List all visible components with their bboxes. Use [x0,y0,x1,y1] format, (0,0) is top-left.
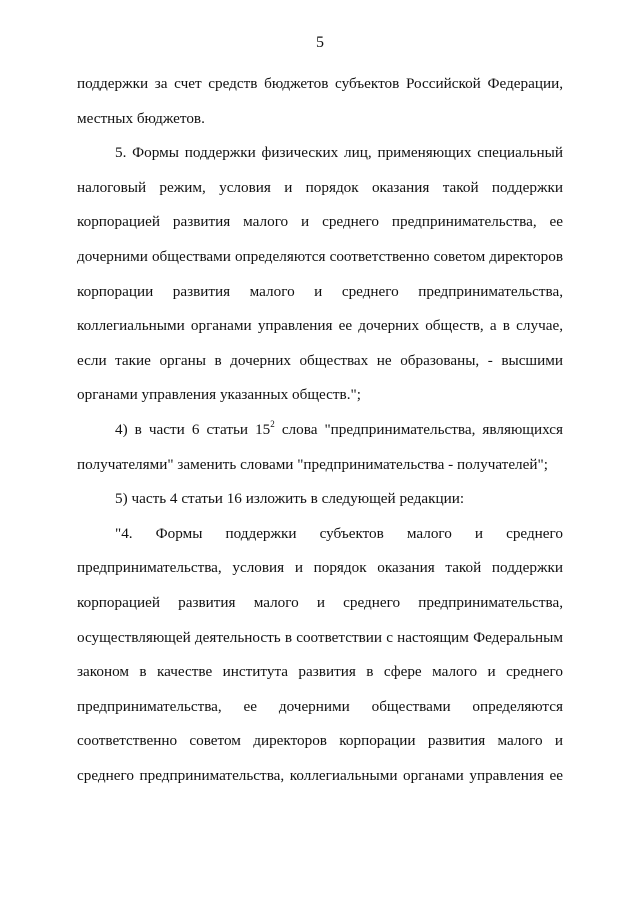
text-line: предпринимательства, ее дочерними обществами определяются [77,697,563,715]
document-body [77,73,563,799]
text-line: поддержки за счет средств бюджетов субъектов Российской Федерации, [77,75,563,92]
text-line: если такие органы в дочерних обществах не образованы, - высшими [77,351,563,369]
item-4-line [77,419,563,454]
text-line: налоговый режим, условия и порядок оказания такой поддержки [77,178,563,196]
text-line: местных бюджетов. [77,109,205,127]
text-line: получателями" заменить словами "предпринимательства - получателей"; [77,455,548,473]
item-5-line: 5) часть 4 статьи 16 изложить в следующей редакции: [115,490,465,508]
quoted-paragraph-start: "4. Формы поддержки субъектов малого и среднего [115,524,563,542]
text-line: дочерними обществами определяются соответственно советом директоров [77,247,563,265]
page-number: 5 [316,34,324,51]
item-4-text-a: 4) в части 6 статьи 15 [115,420,271,438]
text-line: корпорацией развития малого и среднего предпринимательства, [77,593,563,611]
text-line: корпорацией развития малого и среднего предпринимательства, ее [77,213,563,231]
text-line: коллегиальными органами управления ее дочерних обществ, а в случае, [77,317,563,335]
item-4-text-b: слова "предпринимательства, являющихся [274,420,564,438]
text-line: осуществляющей деятельность в соответствии с настоящим Федеральным [77,628,563,646]
paragraph-5-start: 5. Формы поддержки физических лиц, применяющих специальный [115,144,563,162]
text-line: соответственно советом директоров корпорации развития малого и [77,732,563,750]
superscript: 2 [270,418,275,429]
text-line: законом в качестве института развития в сфере малого и среднего [77,663,563,681]
text-line: органами управления указанных обществ."; [77,386,361,404]
text-line: предпринимательства, условия и порядок оказания такой поддержки [77,559,563,577]
text-line: среднего предпринимательства, коллегиальными органами управления ее [77,766,563,784]
text-line: корпорации развития малого и среднего предпринимательства, [77,282,563,300]
